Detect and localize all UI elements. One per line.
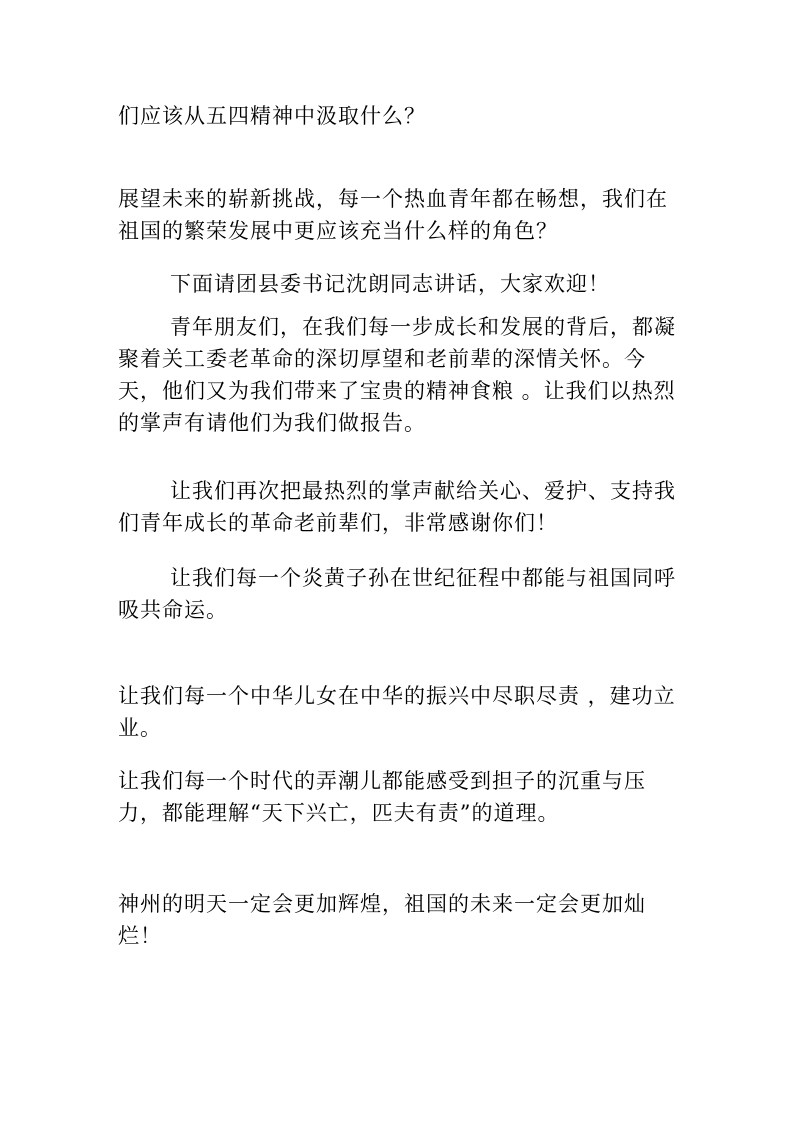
- paragraph-2: 展望未来的崭新挑战，每一个热血青年都在畅想，我们在祖国的繁荣发展中更应该充当什么样的角色？: [118, 187, 668, 243]
- paragraph-6: 让我们每一个炎黄子孙在世纪征程中都能与祖国同呼吸共命运。: [118, 566, 676, 622]
- paragraph-7: 让我们每一个中华儿女在中华的振兴中尽职尽责 ，建功立业。: [118, 684, 676, 740]
- paragraph-1: 们应该从五四精神中汲取什么？: [118, 104, 426, 128]
- paragraph-9: 神州的明天一定会更加辉煌，祖国的未来一定会更加灿烂！: [118, 892, 646, 948]
- paragraph-3: 下面请团县委书记沈朗同志讲话，大家欢迎！: [170, 272, 610, 296]
- paragraph-8: 让我们每一个时代的弄潮儿都能感受到担子的沉重与压力，都能理解“天下兴亡，匹夫有责”的道理。: [118, 769, 646, 825]
- paragraph-4: 青年朋友们，在我们每一步成长和发展的背后，都凝聚着关工委老革命的深切厚望和老前辈的深情关怀。今天，他们又为我们带来了宝贵的精神食粮 。让我们以热烈的掌声有请他们为我们做报告。: [118, 315, 676, 435]
- paragraph-5: 让我们再次把最热烈的掌声献给关心、爱护、支持我们青年成长的革命老前辈们，非常感谢你们！: [118, 479, 676, 535]
